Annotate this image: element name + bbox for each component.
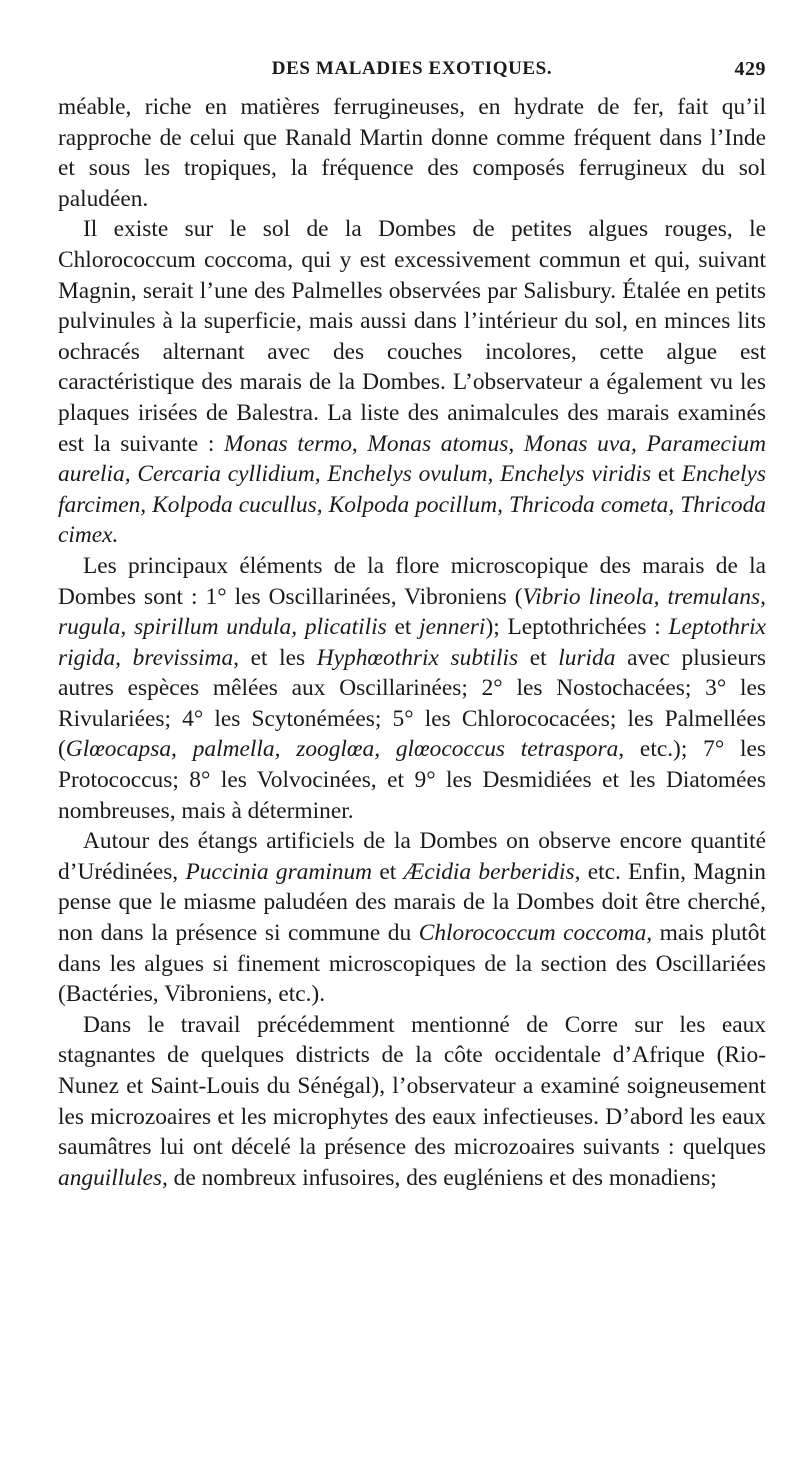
body-text xyxy=(58,92,766,1193)
text-run: Les principaux éléments de la flore microscopique des marais de la Dombes sont : 1° les Oscillarinées, Vibroniens ( xyxy=(58,552,766,610)
book-page xyxy=(58,58,766,1193)
page-number: 429 xyxy=(734,58,766,80)
text-run: Autour des étangs artificiels de la Dombes on observe encore quantité d’Urédinées, xyxy=(58,828,766,885)
text-run: mais plutôt dans les algues si finement microscopiques de la section des Oscillariées (Bactéries, Vibroniens, etc.). xyxy=(58,920,766,1008)
page-header xyxy=(58,58,766,92)
text-run: ); Leptothrichées : xyxy=(485,614,669,641)
italic-taxon-text: Monas termo, Monas atomus, Monas uva, Paramecium aurelia, Cercaria cyllidium, Enchelys ovulum, Enchelys viridis xyxy=(58,430,766,488)
text-run: méable, riche en matières ferrugineuses, en hydrate de fer, fait qu’il rapproche de celui que Ranald Martin donne comme fréquent dans l’Inde et sous les tropiques, la fréquence des composés ferrugineux du sol paludéen. xyxy=(58,94,766,212)
paragraph xyxy=(58,214,766,551)
paragraph xyxy=(58,92,766,214)
running-title: DES MALADIES EXOTIQUES. xyxy=(271,58,553,79)
italic-taxon-text: Hyphœothrix subtilis xyxy=(316,644,519,671)
italic-taxon-text: Glœocapsa, palmella, zooglœa, glœococcus tetraspora, xyxy=(65,736,625,763)
text-run: avec plusieurs autres espèces mêlées aux Oscillarinées; 2° les Nostochacées; 3° les Rivulariées; 4° les Scytonémées; 5° les Chlorococacées; les Palmellées ( xyxy=(58,644,766,763)
italic-taxon-text: Chlorococcum coccoma, xyxy=(418,920,653,947)
text-run: et les xyxy=(239,644,317,671)
text-run: Il existe sur le sol de la Dombes de petites algues rouges, le Chlorococcum coccoma, qui y est excessivement commun et qui, suivant Magnin, serait l’une des Palmelles observées par Salisbury. Étalée en petits pulvinules à la superficie, mais aussi dans l’intérieur du sol, en minces lits ochracés alternant avec des couches incolores, cette algue est caractéristique des marais de la Dombes. L’observateur a également vu les plaques irisées de Balestra. La liste des animalcules des marais examinés est la suivante : xyxy=(58,216,766,457)
italic-taxon-text: lurida xyxy=(558,644,616,671)
italic-taxon-text: Æcidia berberidis, xyxy=(403,858,581,885)
text-run: etc.); 7° les Protococcus; 8° les Volvocinées, et 9° les Desmidiées et les Diatomées nombreuses, mais à déterminer. xyxy=(58,736,766,824)
text-run: et xyxy=(372,858,404,885)
paragraph xyxy=(58,551,766,826)
italic-taxon-text: jenneri xyxy=(419,614,486,641)
text-run: et xyxy=(386,614,420,641)
paragraph xyxy=(58,1010,766,1194)
text-run: et xyxy=(651,461,682,488)
italic-taxon-text: Puccinia graminum xyxy=(185,858,373,885)
italic-taxon-text: anguillules, xyxy=(58,1164,168,1191)
text-run: Dans le travail précédemment mentionné de Corre sur les eaux stagnantes de quelques districts de la côte occidentale d’Afrique (Rio-Nunez et Saint-Louis du Sénégal), l’observateur a examiné soigneusement les microzoaires et les microphytes des eaux infectieuses. D’abord les eaux saumâtres lui ont décelé la présence des microzoaires suivants : quelques xyxy=(58,1011,766,1161)
italic-taxon-text: Enchelys farcimen, Kolpoda cucullus, Kolpoda pocillum, Thricoda cometa, Thricoda cimex. xyxy=(58,461,767,549)
text-run: etc. Enfin, Magnin pense que le miasme paludéen des marais de la Dombes doit être cherché, non dans la présence si commune du xyxy=(58,858,767,947)
italic-taxon-text: Vibrio lineola, tremulans, rugula, spirillum undula, plicatilis xyxy=(58,583,766,641)
paragraph xyxy=(58,826,766,1010)
text-run: de nombreux infusoires, des eugléniens et des monadiens; xyxy=(167,1164,717,1191)
italic-taxon-text: Leptothrix rigida, brevissima, xyxy=(58,614,766,671)
text-run: et xyxy=(518,644,559,671)
